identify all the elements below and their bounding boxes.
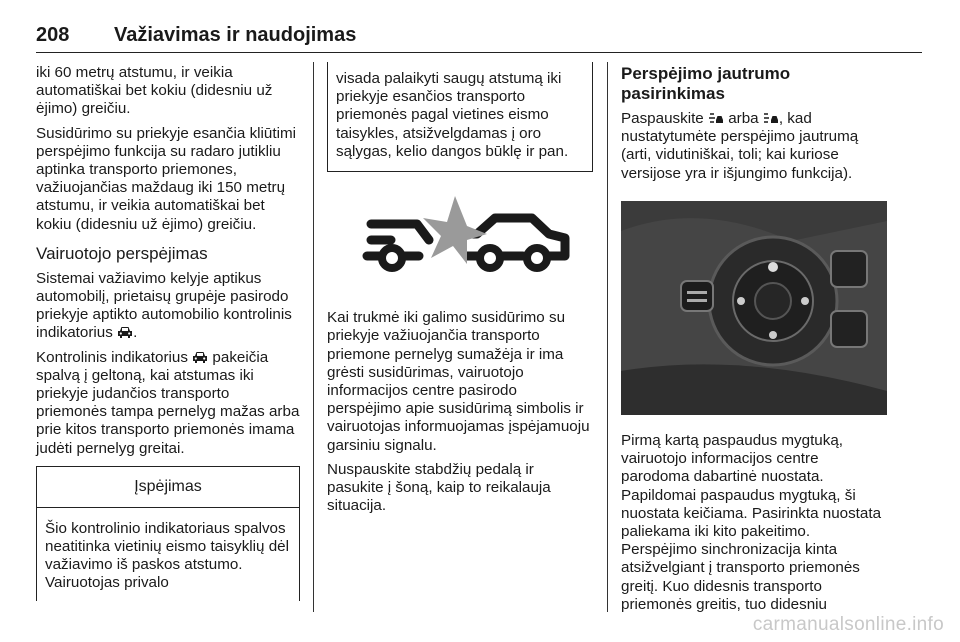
- following-distance-icon: [708, 111, 724, 125]
- paragraph: Kai trukmė iki galimo susidūrimo su priekyje važiuojančia transporto priemone pernelyg sumažėja ir ima grėsti susidūrimas, vairuotojo informacijos centre pasirodo perspėjimo apie susidūrimą simbolis ir vairuotojas informuojamas įspėjamuoju garsiniu signalu.: [327, 309, 590, 454]
- column-2: [327, 64, 593, 521]
- section-heading: Perspėjimo jautrumo pasirinkimas: [621, 64, 791, 103]
- section-heading: Vairuotojo perspėjimas: [36, 243, 208, 263]
- page-number: 208: [36, 24, 70, 46]
- column-3: [621, 64, 887, 620]
- chapter-title: Važiavimas ir naudojimas: [114, 24, 357, 46]
- page-header: [36, 22, 922, 53]
- following-distance-icon: [763, 111, 779, 125]
- warning-body: Šio kontrolinio indikatoriaus spalvos neatitinka vietinių eismo taisyklių dėl važiavimo iš paskos atstumo. Vairuotojas privalo: [45, 519, 289, 592]
- column-divider: [607, 62, 608, 612]
- car-indicator-icon: [192, 351, 208, 364]
- watermark: carmanualsonline.info: [752, 614, 944, 635]
- warning-title: Įspėjimas: [37, 466, 299, 508]
- column-1: [36, 64, 300, 601]
- column-divider: [313, 62, 314, 612]
- collision-illustration: [327, 182, 593, 292]
- paragraph: Nuspauskite stabdžių pedalą ir pasukite į šoną, kaip to reikalauja situacija.: [327, 460, 551, 515]
- warning-box-continued: visada palaikyti saugų atstumą iki priekyje esančios transporto priemonės pagal vietines eismo taisykles, atsižvelgdamas į oro sąlygas, kelio dangos būklę ir pan.: [327, 62, 593, 172]
- warning-box: [36, 466, 300, 601]
- steering-wheel-photo: [621, 201, 887, 415]
- car-indicator-icon: [117, 326, 133, 339]
- paragraph: Kontrolinis indikatorius pakeičia spalvą į geltoną, kai atstumas iki priekyje judančios transporto priemonės tampa pernelyg mažas arba prie kitos transporto priemonės imama judėti pernelyg greitai.: [36, 348, 300, 457]
- paragraph: Pirmą kartą paspaudus mygtuką, vairuotojo informacijos centre parodoma dabartinė nuostata. Papildomai paspaudus mygtuką, ši nuostata keičiama. Pasirinkta nuostata paliekama iki kito pakeitimo. Perspėjimo sinchronizacija kinta atsižvelgiant į transporto priemonės greitį. Kuo didesnis transporto priemonės greitis, tuo didesniu: [621, 432, 882, 613]
- paragraph: Paspauskite arba , kad nustatytumėte perspėjimo jautrumą (arti, vidutiniškai, toli; kai kuriose versijose yra ir išjungimo funkcija).: [621, 110, 859, 182]
- paragraph: Sistemai važiavimo kelyje aptikus automobilį, prietaisų grupėje pasirodo priekyje aptikto automobilio kontrolinis indikatorius .: [36, 269, 292, 342]
- paragraph: iki 60 metrų atstumu, ir veikia automatiškai bet kokiu (didesniu už ėjimo) greičiu.: [36, 64, 273, 118]
- paragraph: Susidūrimo su priekyje esančia kliūtimi perspėjimo funkcija su radaro jutikliu aptinka transporto priemones, važiuojančias maždaug iki 150 metrų atstumu, ir veikia automatiškai bet kokiu (didesniu už ėjimo) greičiu.: [36, 124, 296, 233]
